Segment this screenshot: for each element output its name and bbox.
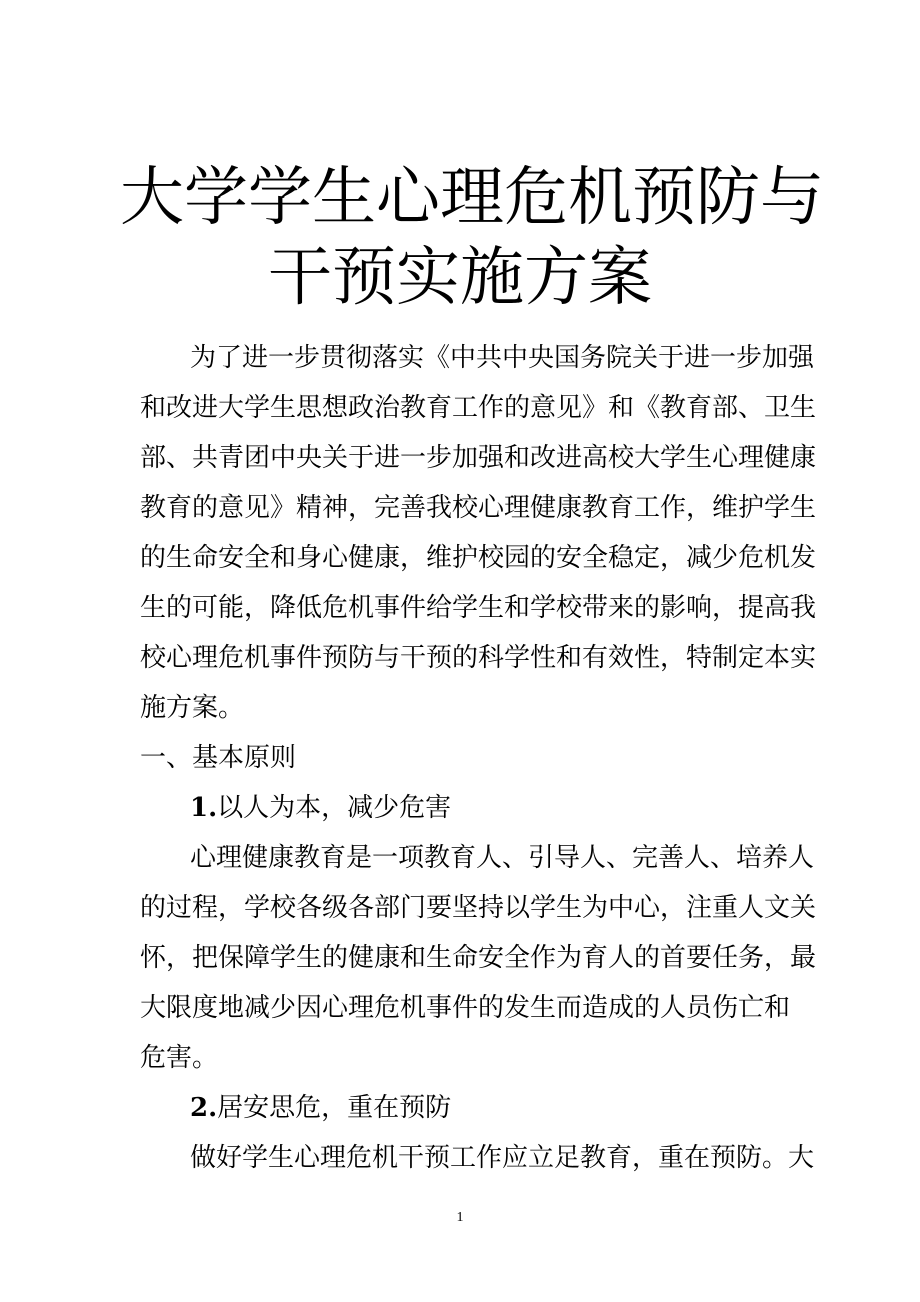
principle-title: 以人为本，减少危害 (217, 793, 452, 823)
intro-line: 校心理危机事件预防与干预的科学性和有效性，特制定本实 (140, 643, 817, 673)
principle-number: 2. (190, 1093, 218, 1123)
paragraph-line: 心理健康教育是一项教育人、引导人、完善人、培养人 (190, 843, 815, 873)
intro-line: 教育的意见》精神，完善我校心理健康教育工作，维护学生 (140, 493, 817, 523)
intro-line: 生的可能，降低危机事件给学生和学校带来的影响，提高我 (140, 593, 817, 623)
principle-heading-2 (190, 1083, 451, 1133)
page-number: 1 (456, 1210, 464, 1225)
document-title-line-2: 干预实施方案 (268, 241, 652, 315)
principle-heading-1 (190, 783, 451, 833)
paragraph-line: 的过程，学校各级各部门要坚持以学生为中心，注重人文关 (140, 893, 817, 923)
intro-line: 的生命安全和身心健康，维护校园的安全稳定，减少危机发 (140, 543, 817, 573)
paragraph-line: 危害。 (140, 1043, 219, 1073)
paragraph-line: 做好学生心理危机干预工作应立足教育，重在预防。大 (190, 1143, 815, 1173)
principle-number: 1. (190, 793, 218, 823)
intro-line: 部、共青团中央关于进一步加强和改进高校大学生心理健康 (140, 443, 817, 473)
document-title-line-1: 大学学生心理危机预防与 (120, 161, 824, 235)
paragraph-line: 大限度地减少因心理危机事件的发生而造成的人员伤亡和 (140, 993, 791, 1023)
principle-title: 居安思危，重在预防 (217, 1093, 452, 1123)
intro-line: 施方案。 (140, 693, 245, 723)
section-heading: 一、基本原则 (140, 743, 297, 773)
intro-line: 和改进大学生思想政治教育工作的意见》和《教育部、卫生 (140, 393, 817, 423)
paragraph-line: 怀，把保障学生的健康和生命安全作为育人的首要任务，最 (140, 943, 817, 973)
intro-line: 为了进一步贯彻落实《中共中央国务院关于进一步加强 (190, 343, 815, 373)
